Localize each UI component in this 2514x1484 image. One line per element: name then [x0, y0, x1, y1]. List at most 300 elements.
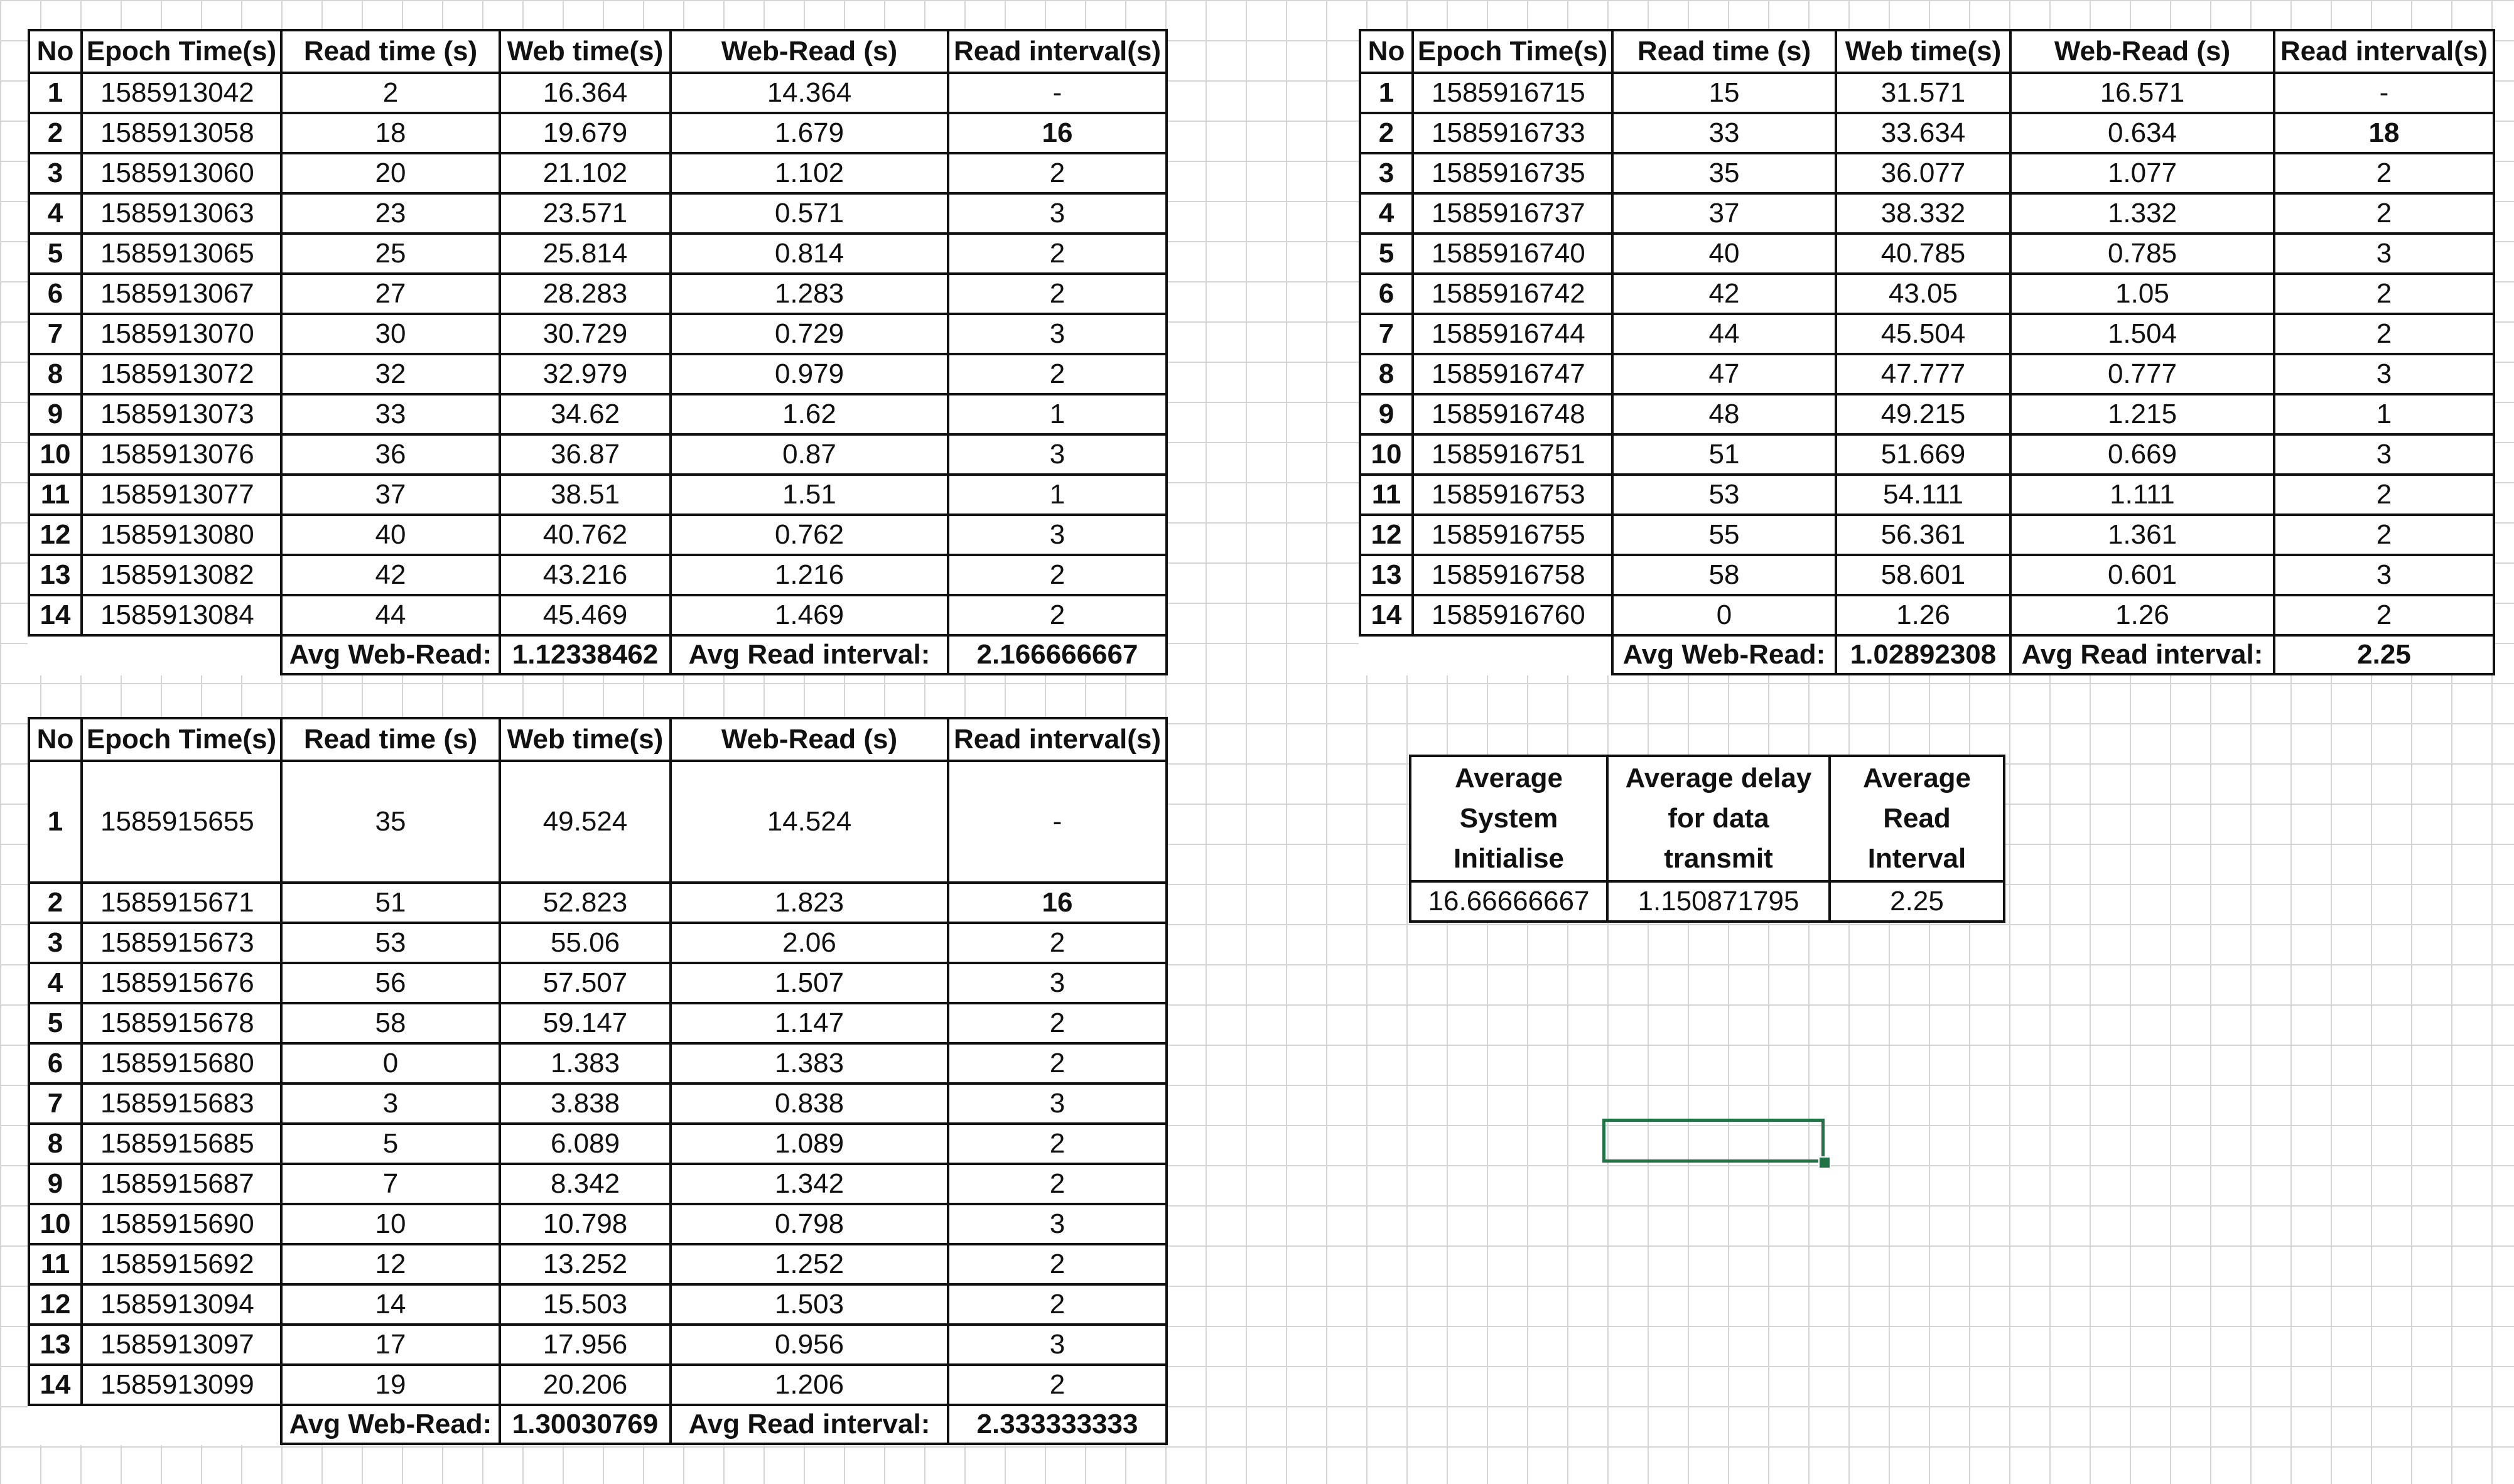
read-interval-cell[interactable]: 18: [2274, 113, 2494, 153]
read-interval-cell[interactable]: 3: [2274, 555, 2494, 595]
web-time-cell[interactable]: 15.503: [500, 1284, 671, 1325]
web-time-cell[interactable]: 21.102: [500, 153, 671, 193]
no-cell[interactable]: 2: [29, 883, 82, 923]
read-interval-cell[interactable]: 1: [948, 475, 1167, 515]
no-cell[interactable]: 1: [1360, 73, 1413, 113]
web-read-cell[interactable]: 1.111: [2010, 475, 2274, 515]
read-interval-cell[interactable]: 3: [948, 314, 1167, 354]
no-cell[interactable]: 13: [1360, 555, 1413, 595]
read-time-cell[interactable]: 40: [1612, 234, 1836, 274]
no-cell[interactable]: 5: [1360, 234, 1413, 274]
avg-web-read-value[interactable]: 1.12338462: [500, 635, 671, 674]
read-time-cell[interactable]: 44: [1612, 314, 1836, 354]
no-cell[interactable]: 9: [29, 394, 82, 434]
no-header[interactable]: No: [29, 718, 82, 761]
epoch-time-cell[interactable]: 1585913058: [82, 113, 281, 153]
avg-web-read-label[interactable]: Avg Web-Read:: [1612, 635, 1836, 674]
read-interval-cell[interactable]: 2: [948, 274, 1167, 314]
epoch-time-cell[interactable]: 1585915683: [82, 1083, 281, 1124]
read-time-cell[interactable]: 35: [281, 761, 500, 883]
avg-delay-transmit-value[interactable]: 1.150871795: [1607, 881, 1830, 922]
empty-cell[interactable]: [1413, 635, 1612, 674]
epoch-time-cell[interactable]: 1585915655: [82, 761, 281, 883]
web-read-cell[interactable]: 0.762: [671, 515, 948, 555]
read-time-cell[interactable]: 27: [281, 274, 500, 314]
epoch-time-cell[interactable]: 1585916751: [1413, 434, 1612, 475]
epoch-time-header[interactable]: Epoch Time(s): [82, 718, 281, 761]
read-time-cell[interactable]: 18: [281, 113, 500, 153]
read-interval-cell[interactable]: 3: [2274, 234, 2494, 274]
avg-read-interval-value[interactable]: 2.333333333: [948, 1405, 1167, 1444]
active-cell-selection[interactable]: [1602, 1119, 1825, 1163]
no-cell[interactable]: 3: [29, 153, 82, 193]
read-time-header[interactable]: Read time (s): [281, 718, 500, 761]
epoch-time-cell[interactable]: 1585916760: [1413, 595, 1612, 635]
web-read-cell[interactable]: 1.342: [671, 1164, 948, 1204]
read-interval-cell[interactable]: 3: [948, 515, 1167, 555]
web-read-cell[interactable]: 1.05: [2010, 274, 2274, 314]
read-time-cell[interactable]: 19: [281, 1365, 500, 1405]
web-time-cell[interactable]: 38.332: [1836, 193, 2010, 234]
web-time-cell[interactable]: 16.364: [500, 73, 671, 113]
read-interval-cell[interactable]: 2: [948, 153, 1167, 193]
read-interval-cell[interactable]: 2: [948, 354, 1167, 394]
empty-cell[interactable]: [82, 1405, 281, 1444]
read-time-cell[interactable]: 0: [281, 1043, 500, 1083]
read-time-cell[interactable]: 53: [1612, 475, 1836, 515]
web-time-cell[interactable]: 32.979: [500, 354, 671, 394]
web-read-cell[interactable]: 0.838: [671, 1083, 948, 1124]
no-cell[interactable]: 2: [29, 113, 82, 153]
no-cell[interactable]: 12: [29, 515, 82, 555]
read-time-header[interactable]: Read time (s): [281, 30, 500, 73]
epoch-time-cell[interactable]: 1585916747: [1413, 354, 1612, 394]
web-time-cell[interactable]: 58.601: [1836, 555, 2010, 595]
no-cell[interactable]: 6: [29, 1043, 82, 1083]
epoch-time-cell[interactable]: 1585913060: [82, 153, 281, 193]
web-read-cell[interactable]: 1.283: [671, 274, 948, 314]
avg-system-initialise-header[interactable]: Average System Initialise: [1410, 756, 1607, 881]
read-time-cell[interactable]: 14: [281, 1284, 500, 1325]
no-cell[interactable]: 1: [29, 761, 82, 883]
epoch-time-cell[interactable]: 1585915673: [82, 923, 281, 963]
no-cell[interactable]: 8: [1360, 354, 1413, 394]
epoch-time-cell[interactable]: 1585916733: [1413, 113, 1612, 153]
no-cell[interactable]: 10: [29, 434, 82, 475]
no-cell[interactable]: 8: [29, 354, 82, 394]
read-interval-cell[interactable]: 2: [2274, 475, 2494, 515]
read-time-cell[interactable]: 56: [281, 963, 500, 1003]
epoch-time-header[interactable]: Epoch Time(s): [1413, 30, 1612, 73]
web-read-cell[interactable]: 14.364: [671, 73, 948, 113]
read-time-cell[interactable]: 55: [1612, 515, 1836, 555]
read-interval-header[interactable]: Read interval(s): [2274, 30, 2494, 73]
avg-delay-transmit-header[interactable]: Average delay for data transmit: [1607, 756, 1830, 881]
no-cell[interactable]: 7: [29, 1083, 82, 1124]
no-cell[interactable]: 9: [1360, 394, 1413, 434]
avg-read-interval-header[interactable]: Average Read Interval: [1830, 756, 2004, 881]
read-interval-cell[interactable]: 3: [948, 1204, 1167, 1244]
no-cell[interactable]: 3: [29, 923, 82, 963]
read-interval-cell[interactable]: 3: [2274, 354, 2494, 394]
web-read-cell[interactable]: 1.62: [671, 394, 948, 434]
epoch-time-cell[interactable]: 1585916742: [1413, 274, 1612, 314]
read-interval-cell[interactable]: 16: [948, 113, 1167, 153]
no-cell[interactable]: 4: [1360, 193, 1413, 234]
no-cell[interactable]: 4: [29, 193, 82, 234]
no-cell[interactable]: 11: [1360, 475, 1413, 515]
web-time-cell[interactable]: 30.729: [500, 314, 671, 354]
web-time-cell[interactable]: 17.956: [500, 1325, 671, 1365]
read-time-cell[interactable]: 44: [281, 595, 500, 635]
web-read-cell[interactable]: 1.147: [671, 1003, 948, 1043]
read-time-cell[interactable]: 7: [281, 1164, 500, 1204]
read-interval-cell[interactable]: 1: [948, 394, 1167, 434]
read-interval-cell[interactable]: 2: [2274, 193, 2494, 234]
web-time-cell[interactable]: 36.077: [1836, 153, 2010, 193]
epoch-time-cell[interactable]: 1585915671: [82, 883, 281, 923]
empty-cell[interactable]: [82, 635, 281, 674]
web-read-cell[interactable]: 1.089: [671, 1124, 948, 1164]
read-time-cell[interactable]: 17: [281, 1325, 500, 1365]
web-time-cell[interactable]: 43.216: [500, 555, 671, 595]
web-read-cell[interactable]: 0.729: [671, 314, 948, 354]
read-time-cell[interactable]: 42: [1612, 274, 1836, 314]
epoch-time-cell[interactable]: 1585916740: [1413, 234, 1612, 274]
web-time-header[interactable]: Web time(s): [500, 30, 671, 73]
web-read-cell[interactable]: 0.601: [2010, 555, 2274, 595]
read-interval-cell[interactable]: 2: [948, 923, 1167, 963]
web-read-cell[interactable]: 0.571: [671, 193, 948, 234]
epoch-time-header[interactable]: Epoch Time(s): [82, 30, 281, 73]
web-time-cell[interactable]: 31.571: [1836, 73, 2010, 113]
avg-read-interval-value[interactable]: 2.25: [1830, 881, 2004, 922]
web-read-cell[interactable]: 1.503: [671, 1284, 948, 1325]
read-time-cell[interactable]: 51: [281, 883, 500, 923]
read-interval-cell[interactable]: 2: [948, 1365, 1167, 1405]
read-interval-cell[interactable]: 1: [2274, 394, 2494, 434]
read-time-cell[interactable]: 15: [1612, 73, 1836, 113]
read-interval-cell[interactable]: 2: [948, 555, 1167, 595]
no-cell[interactable]: 5: [29, 234, 82, 274]
web-read-header[interactable]: Web-Read (s): [671, 30, 948, 73]
table-row: [1360, 434, 2494, 475]
web-time-cell[interactable]: 57.507: [500, 963, 671, 1003]
no-cell[interactable]: 7: [29, 314, 82, 354]
web-read-cell[interactable]: 16.571: [2010, 73, 2274, 113]
empty-cell[interactable]: [29, 1405, 82, 1444]
web-read-cell[interactable]: 1.51: [671, 475, 948, 515]
read-interval-cell[interactable]: 3: [948, 963, 1167, 1003]
empty-cell[interactable]: [1360, 635, 1413, 674]
read-interval-cell[interactable]: 2: [948, 1003, 1167, 1043]
web-time-cell[interactable]: 34.62: [500, 394, 671, 434]
avg-system-initialise-value[interactable]: 16.66666667: [1410, 881, 1607, 922]
epoch-time-cell[interactable]: 1585916753: [1413, 475, 1612, 515]
web-time-cell[interactable]: 38.51: [500, 475, 671, 515]
web-read-header[interactable]: Web-Read (s): [2010, 30, 2274, 73]
read-interval-header[interactable]: Read interval(s): [948, 30, 1167, 73]
no-cell[interactable]: 12: [29, 1284, 82, 1325]
read-time-cell[interactable]: 25: [281, 234, 500, 274]
read-time-cell[interactable]: 36: [281, 434, 500, 475]
epoch-time-cell[interactable]: 1585915687: [82, 1164, 281, 1204]
epoch-time-cell[interactable]: 1585915690: [82, 1204, 281, 1244]
epoch-time-cell[interactable]: 1585915676: [82, 963, 281, 1003]
read-interval-cell[interactable]: 2: [948, 1124, 1167, 1164]
web-read-cell[interactable]: 1.102: [671, 153, 948, 193]
web-read-cell[interactable]: 1.206: [671, 1365, 948, 1405]
no-cell[interactable]: 14: [1360, 595, 1413, 635]
avg-web-read-value[interactable]: 1.30030769: [500, 1405, 671, 1444]
epoch-time-cell[interactable]: 1585913072: [82, 354, 281, 394]
web-read-cell[interactable]: 0.798: [671, 1204, 948, 1244]
web-time-cell[interactable]: 8.342: [500, 1164, 671, 1204]
web-read-header[interactable]: Web-Read (s): [671, 718, 948, 761]
web-time-cell[interactable]: 54.111: [1836, 475, 2010, 515]
read-time-cell[interactable]: 0: [1612, 595, 1836, 635]
no-cell[interactable]: 3: [1360, 153, 1413, 193]
avg-read-interval-label[interactable]: Avg Read interval:: [671, 635, 948, 674]
no-cell[interactable]: 4: [29, 963, 82, 1003]
epoch-time-cell[interactable]: 1585916748: [1413, 394, 1612, 434]
read-time-cell[interactable]: 58: [281, 1003, 500, 1043]
web-time-cell[interactable]: 1.383: [500, 1043, 671, 1083]
read-interval-cell[interactable]: 16: [948, 883, 1167, 923]
read-interval-cell[interactable]: -: [948, 761, 1167, 883]
web-read-cell[interactable]: 1.361: [2010, 515, 2274, 555]
epoch-time-cell[interactable]: 1585913077: [82, 475, 281, 515]
read-interval-cell[interactable]: 3: [948, 193, 1167, 234]
epoch-time-cell[interactable]: 1585913099: [82, 1365, 281, 1405]
read-interval-header[interactable]: Read interval(s): [948, 718, 1167, 761]
avg-web-read-label[interactable]: Avg Web-Read:: [281, 1405, 500, 1444]
read-time-cell[interactable]: 51: [1612, 434, 1836, 475]
no-cell[interactable]: 13: [29, 555, 82, 595]
read-time-cell[interactable]: 37: [281, 475, 500, 515]
web-time-cell[interactable]: 6.089: [500, 1124, 671, 1164]
avg-read-interval-label[interactable]: Avg Read interval:: [671, 1405, 948, 1444]
web-read-cell[interactable]: 0.956: [671, 1325, 948, 1365]
read-interval-cell[interactable]: 2: [948, 595, 1167, 635]
read-time-cell[interactable]: 33: [1612, 113, 1836, 153]
web-time-cell[interactable]: 45.469: [500, 595, 671, 635]
web-read-cell[interactable]: 0.785: [2010, 234, 2274, 274]
web-read-cell[interactable]: 1.077: [2010, 153, 2274, 193]
read-time-cell[interactable]: 5: [281, 1124, 500, 1164]
epoch-time-cell[interactable]: 1585913094: [82, 1284, 281, 1325]
read-time-cell[interactable]: 2: [281, 73, 500, 113]
epoch-time-cell[interactable]: 1585916737: [1413, 193, 1612, 234]
no-cell[interactable]: 5: [29, 1003, 82, 1043]
web-read-cell[interactable]: 1.26: [2010, 595, 2274, 635]
no-header[interactable]: No: [29, 30, 82, 73]
epoch-time-cell[interactable]: 1585916755: [1413, 515, 1612, 555]
web-time-cell[interactable]: 59.147: [500, 1003, 671, 1043]
read-time-cell[interactable]: 35: [1612, 153, 1836, 193]
web-read-cell[interactable]: 1.215: [2010, 394, 2274, 434]
web-time-cell[interactable]: 23.571: [500, 193, 671, 234]
web-read-cell[interactable]: 1.469: [671, 595, 948, 635]
summary-header-row: [1410, 756, 2004, 881]
epoch-time-cell[interactable]: 1585913084: [82, 595, 281, 635]
web-read-cell[interactable]: 1.504: [2010, 314, 2274, 354]
read-time-cell[interactable]: 37: [1612, 193, 1836, 234]
no-cell[interactable]: 12: [1360, 515, 1413, 555]
web-read-cell[interactable]: 0.87: [671, 434, 948, 475]
web-read-cell[interactable]: 0.979: [671, 354, 948, 394]
fill-handle[interactable]: [1818, 1156, 1831, 1169]
epoch-time-cell[interactable]: 1585913063: [82, 193, 281, 234]
epoch-time-cell[interactable]: 1585913097: [82, 1325, 281, 1365]
read-time-cell[interactable]: 12: [281, 1244, 500, 1284]
web-time-cell[interactable]: 49.215: [1836, 394, 2010, 434]
web-time-cell[interactable]: 13.252: [500, 1244, 671, 1284]
web-read-cell[interactable]: 1.252: [671, 1244, 948, 1284]
web-time-cell[interactable]: 28.283: [500, 274, 671, 314]
table-row: [29, 1164, 1167, 1204]
web-time-cell[interactable]: 51.669: [1836, 434, 2010, 475]
web-time-cell[interactable]: 36.87: [500, 434, 671, 475]
web-time-header[interactable]: Web time(s): [500, 718, 671, 761]
read-interval-cell[interactable]: 2: [948, 234, 1167, 274]
epoch-time-cell[interactable]: 1585913065: [82, 234, 281, 274]
web-time-cell[interactable]: 20.206: [500, 1365, 671, 1405]
web-read-cell[interactable]: 1.216: [671, 555, 948, 595]
epoch-time-cell[interactable]: 1585916715: [1413, 73, 1612, 113]
read-time-cell[interactable]: 58: [1612, 555, 1836, 595]
web-time-cell[interactable]: 47.777: [1836, 354, 2010, 394]
web-time-cell[interactable]: 56.361: [1836, 515, 2010, 555]
no-cell[interactable]: 1: [29, 73, 82, 113]
avg-read-interval-label[interactable]: Avg Read interval:: [2010, 635, 2274, 674]
no-cell[interactable]: 6: [29, 274, 82, 314]
web-time-cell[interactable]: 3.838: [500, 1083, 671, 1124]
avg-web-read-label[interactable]: Avg Web-Read:: [281, 635, 500, 674]
table-row: [29, 394, 1167, 434]
read-time-cell[interactable]: 10: [281, 1204, 500, 1244]
no-cell[interactable]: 10: [1360, 434, 1413, 475]
web-time-cell[interactable]: 52.823: [500, 883, 671, 923]
read-time-cell[interactable]: 33: [281, 394, 500, 434]
read-time-cell[interactable]: 30: [281, 314, 500, 354]
read-interval-cell[interactable]: -: [948, 73, 1167, 113]
read-time-cell[interactable]: 32: [281, 354, 500, 394]
web-time-cell[interactable]: 45.504: [1836, 314, 2010, 354]
web-time-cell[interactable]: 1.26: [1836, 595, 2010, 635]
epoch-time-cell[interactable]: 1585913080: [82, 515, 281, 555]
avg-read-interval-value[interactable]: 2.166666667: [948, 635, 1167, 674]
read-interval-cell[interactable]: 2: [2274, 595, 2494, 635]
avg-read-interval-value[interactable]: 2.25: [2274, 635, 2494, 674]
web-read-cell[interactable]: 0.669: [2010, 434, 2274, 475]
epoch-time-cell[interactable]: 1585915685: [82, 1124, 281, 1164]
web-read-cell[interactable]: 14.524: [671, 761, 948, 883]
read-time-cell[interactable]: 3: [281, 1083, 500, 1124]
epoch-time-cell[interactable]: 1585913067: [82, 274, 281, 314]
web-read-cell[interactable]: 1.823: [671, 883, 948, 923]
read-interval-cell[interactable]: 3: [2274, 434, 2494, 475]
read-interval-cell[interactable]: 2: [948, 1284, 1167, 1325]
web-read-cell[interactable]: 0.814: [671, 234, 948, 274]
read-interval-cell[interactable]: 2: [948, 1164, 1167, 1204]
read-interval-cell[interactable]: 2: [2274, 153, 2494, 193]
read-time-cell[interactable]: 40: [281, 515, 500, 555]
epoch-time-cell[interactable]: 1585915678: [82, 1003, 281, 1043]
avg-web-read-value[interactable]: 1.02892308: [1836, 635, 2010, 674]
no-cell[interactable]: 13: [29, 1325, 82, 1365]
web-time-cell[interactable]: 40.762: [500, 515, 671, 555]
no-cell[interactable]: 2: [1360, 113, 1413, 153]
no-cell[interactable]: 14: [29, 1365, 82, 1405]
read-interval-cell[interactable]: 3: [948, 1083, 1167, 1124]
read-interval-cell[interactable]: 2: [948, 1043, 1167, 1083]
epoch-time-cell[interactable]: 1585915692: [82, 1244, 281, 1284]
no-cell[interactable]: 9: [29, 1164, 82, 1204]
web-time-cell[interactable]: 33.634: [1836, 113, 2010, 153]
read-interval-cell[interactable]: 3: [948, 434, 1167, 475]
web-time-cell[interactable]: 10.798: [500, 1204, 671, 1244]
epoch-time-cell[interactable]: 1585916758: [1413, 555, 1612, 595]
read-interval-cell[interactable]: 2: [948, 1244, 1167, 1284]
read-interval-cell[interactable]: 2: [2274, 274, 2494, 314]
read-time-cell[interactable]: 47: [1612, 354, 1836, 394]
no-cell[interactable]: 14: [29, 595, 82, 635]
web-read-cell[interactable]: 1.507: [671, 963, 948, 1003]
web-read-cell[interactable]: 2.06: [671, 923, 948, 963]
read-time-cell[interactable]: 23: [281, 193, 500, 234]
no-cell[interactable]: 6: [1360, 274, 1413, 314]
read-time-cell[interactable]: 53: [281, 923, 500, 963]
web-time-cell[interactable]: 49.524: [500, 761, 671, 883]
read-time-cell[interactable]: 42: [281, 555, 500, 595]
web-time-header[interactable]: Web time(s): [1836, 30, 2010, 73]
read-time-cell[interactable]: 48: [1612, 394, 1836, 434]
epoch-time-cell[interactable]: 1585913082: [82, 555, 281, 595]
web-read-cell[interactable]: 0.777: [2010, 354, 2274, 394]
epoch-time-cell[interactable]: 1585913070: [82, 314, 281, 354]
web-time-cell[interactable]: 19.679: [500, 113, 671, 153]
no-cell[interactable]: 7: [1360, 314, 1413, 354]
web-time-cell[interactable]: 25.814: [500, 234, 671, 274]
no-cell[interactable]: 8: [29, 1124, 82, 1164]
read-interval-cell[interactable]: -: [2274, 73, 2494, 113]
epoch-time-cell[interactable]: 1585916735: [1413, 153, 1612, 193]
epoch-time-cell[interactable]: 1585915680: [82, 1043, 281, 1083]
read-interval-cell[interactable]: 3: [948, 1325, 1167, 1365]
empty-cell[interactable]: [29, 635, 82, 674]
epoch-time-cell[interactable]: 1585916744: [1413, 314, 1612, 354]
epoch-time-cell[interactable]: 1585913076: [82, 434, 281, 475]
no-cell[interactable]: 11: [29, 1244, 82, 1284]
read-interval-cell[interactable]: 2: [2274, 314, 2494, 354]
web-read-cell[interactable]: 0.634: [2010, 113, 2274, 153]
read-interval-cell[interactable]: 2: [2274, 515, 2494, 555]
no-header[interactable]: No: [1360, 30, 1413, 73]
web-read-cell[interactable]: 1.332: [2010, 193, 2274, 234]
web-time-cell[interactable]: 43.05: [1836, 274, 2010, 314]
web-time-cell[interactable]: 55.06: [500, 923, 671, 963]
no-cell[interactable]: 11: [29, 475, 82, 515]
read-time-header[interactable]: Read time (s): [1612, 30, 1836, 73]
no-cell[interactable]: 10: [29, 1204, 82, 1244]
web-read-cell[interactable]: 1.383: [671, 1043, 948, 1083]
epoch-time-cell[interactable]: 1585913042: [82, 73, 281, 113]
epoch-time-cell[interactable]: 1585913073: [82, 394, 281, 434]
web-read-cell[interactable]: 1.679: [671, 113, 948, 153]
read-time-cell[interactable]: 20: [281, 153, 500, 193]
web-time-cell[interactable]: 40.785: [1836, 234, 2010, 274]
